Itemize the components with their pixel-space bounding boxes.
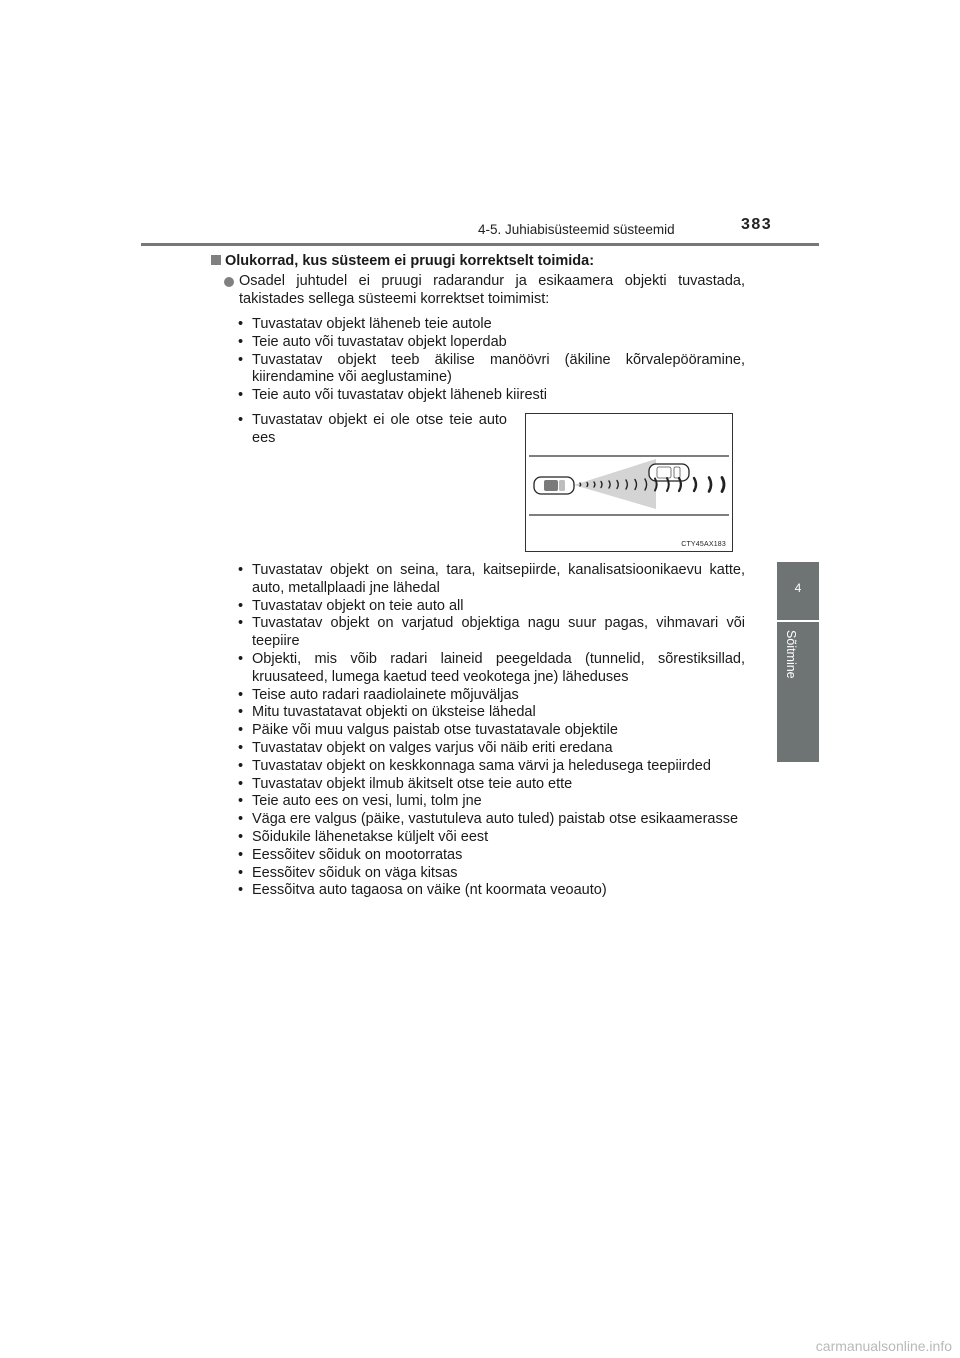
radar-illustration-drawing [526,414,732,551]
chapter-label-tab [777,622,819,762]
list-item: • Eessõitev sõiduk on mootorratas [237,847,745,865]
bullet-list-a [237,316,745,405]
list-item: • Mitu tuvastatavat objekti on üksteise lähedal [237,704,745,722]
list-item: • Väga ere valgus (päike, vastutuleva auto tuled) paistab otse esikaamerasse [237,811,745,829]
list-item: • Tuvastatav objekt ei ole otse teie auto ees [237,412,507,448]
bullet-list-b [237,412,507,448]
radar-beam [574,459,656,509]
own-car-icon [534,477,574,494]
list-item: • Teise auto radari raadiolainete mõjuväljas [237,687,745,705]
square-bullet-icon [211,255,221,265]
list-item: • Eessõitva auto tagaosa on väike (nt koormata veoauto) [237,882,745,900]
list-item: • Teie auto ees on vesi, lumi, tolm jne [237,793,745,811]
intro-paragraph [225,273,745,309]
list-item: • Tuvastatav objekt on varjatud objektiga nagu suur pagas, vihmavari või teepiire [237,615,745,651]
header-rule [141,243,819,246]
page-number: 383 [741,216,773,233]
list-item: • Tuvastatav objekt teeb äkilise manöövri (äkiline kõrvalepööramine, kiirendamine või aeglustamine) [237,352,745,388]
list-item: • Tuvastatav objekt ilmub äkitselt otse teie auto ette [237,776,745,794]
list-item: • Tuvastatav objekt on valges varjus või näib eriti eredana [237,740,745,758]
intro-text: Osadel juhtudel ei pruugi radarandur ja esikaamera objekti tuvastada, takistades sellega süsteemi korrektset toimimist: [239,273,745,307]
watermark: carmanualsonline.info [815,1338,952,1354]
header-section-title: 4-5. Juhiabisüsteemid süsteemid [478,222,675,237]
radar-illustration [525,413,733,552]
list-item: • Päike või muu valgus paistab otse tuvastatavale objektile [237,722,745,740]
list-item: • Teie auto või tuvastatav objekt läheneb kiiresti [237,387,745,405]
section-heading [211,253,594,269]
list-item: • Sõidukile lähenetakse küljelt või eest [237,829,745,847]
list-item: • Tuvastatav objekt on keskkonnaga sama värvi ja heledusega teepiirded [237,758,745,776]
list-item: • Teie auto või tuvastatav objekt loperdab [237,334,745,352]
circle-bullet-icon [224,277,234,287]
section-heading-text: Olukorrad, kus süsteem ei pruugi korrektselt toimida: [225,253,595,269]
list-item: • Eessõitev sõiduk on väga kitsas [237,865,745,883]
figure-code: CTY45AX183 [681,541,726,548]
list-item: • Tuvastatav objekt on teie auto all [237,598,745,616]
bullet-list-c [237,562,745,900]
list-item: • Tuvastatav objekt on seina, tara, kaitsepiirde, kanalisatsioonikaevu katte, auto, metallplaadi jne lähedal [237,562,745,598]
chapter-label: Sõitmine [784,630,798,679]
chapter-number-tab: 4 [777,562,819,620]
list-item: • Tuvastatav objekt läheneb teie autole [237,316,745,334]
list-item: • Objekti, mis võib radari laineid peegeldada (tunnelid, sõrestiksillad, kruusateed, lumega kaetud teed veokotega jne) läheduses [237,651,745,687]
